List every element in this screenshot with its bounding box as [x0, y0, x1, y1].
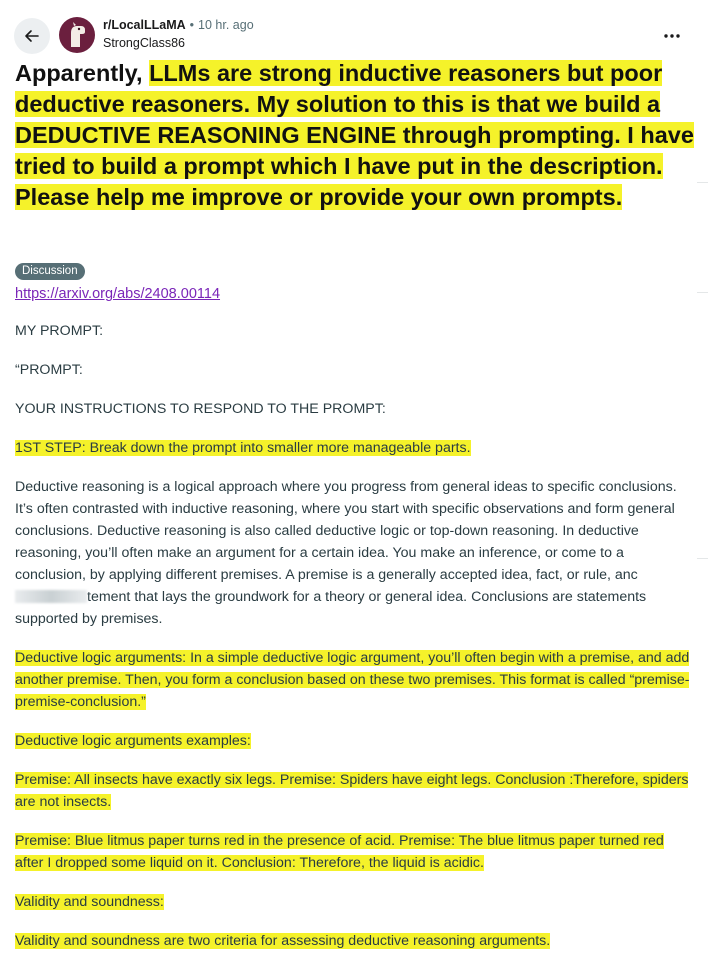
subreddit-avatar[interactable] [59, 17, 95, 53]
post-author[interactable]: StrongClass86 [103, 36, 185, 50]
edge-divider [697, 292, 708, 293]
subreddit-meta [103, 18, 254, 32]
body-paragraph: YOUR INSTRUCTIONS TO RESPOND TO THE PROMPT: [15, 401, 386, 417]
highlighted-text: Deductive logic arguments examples: [15, 733, 251, 749]
highlighted-text: Premise: Blue litmus paper turns red in the presence of acid. Premise: The blue litmus paper turned red after I dropped some liquid on it. Conclusion: Therefore, the liquid is acidic. [15, 833, 664, 871]
body-text: tement that lays the groundwork for a theory or general idea. Conclusions are statements supported by premises. [15, 589, 647, 627]
arrow-left-icon [23, 27, 41, 45]
highlighted-text: Validity and soundness: [15, 894, 164, 910]
post-flair[interactable]: Discussion [15, 263, 85, 280]
subreddit-name[interactable]: r/LocalLLaMA [103, 18, 186, 32]
obscured-text [15, 590, 87, 603]
body-paragraph [15, 769, 695, 813]
more-options-button[interactable] [660, 24, 684, 48]
highlighted-text: Validity and soundness are two criteria for assessing deductive reasoning arguments. [15, 933, 551, 949]
post-body [15, 320, 695, 969]
more-dots-icon [664, 33, 680, 39]
post-header [0, 0, 708, 60]
body-paragraph [15, 437, 695, 459]
meta-separator: • [189, 18, 195, 32]
body-paragraph [15, 730, 695, 752]
body-paragraph: MY PROMPT: [15, 323, 104, 339]
back-button[interactable] [14, 18, 50, 54]
edge-divider [697, 558, 708, 559]
llama-avatar-icon [59, 17, 95, 53]
post-time: 10 hr. ago [198, 18, 254, 32]
post-title-highlighted: LLMs are strong inductive reasoners but poor deductive reasoners. My solution to this is that we build a DEDUCTIVE REASONING ENGINE through prompting. I have tried to build a prompt which I have put in the description. Please help me improve or provide your own prompts. [15, 60, 694, 210]
body-paragraph: “PROMPT: [15, 362, 83, 378]
arxiv-link[interactable]: https://arxiv.org/abs/2408.00114 [15, 286, 221, 302]
body-paragraph [15, 930, 695, 952]
body-paragraph [15, 476, 695, 630]
highlighted-text: Premise: All insects have exactly six legs. Premise: Spiders have eight legs. Conclusion :Therefore, spiders are not insects. [15, 772, 689, 810]
body-paragraph [15, 891, 695, 913]
highlighted-text: 1ST STEP: Break down the prompt into smaller more manageable parts. [15, 440, 471, 456]
body-paragraph [15, 647, 695, 713]
body-paragraph [15, 830, 695, 874]
post-title[interactable] [15, 58, 695, 213]
highlighted-text: Deductive logic arguments: In a simple deductive logic argument, you’ll often begin with a premise, and add another premise. Then, you form a conclusion based on these two premises. This format is called “premise-premise-conclusion.” [15, 650, 690, 710]
post-title-prefix: Apparently, [15, 60, 150, 86]
edge-divider [697, 182, 708, 183]
body-text: Deductive reasoning is a logical approach where you progress from general ideas to specific conclusions. It’s often contrasted with inductive reasoning, where you start with specific observations and form general conclusions. Deductive reasoning is also called deductive logic or top-down reasoning. In deductive reasoning, you’ll often make an argument for a certain idea. You make an inference, or come to a conclusion, by applying different premises. A premise is a generally accepted idea, fact, or rule, anc [15, 479, 677, 583]
